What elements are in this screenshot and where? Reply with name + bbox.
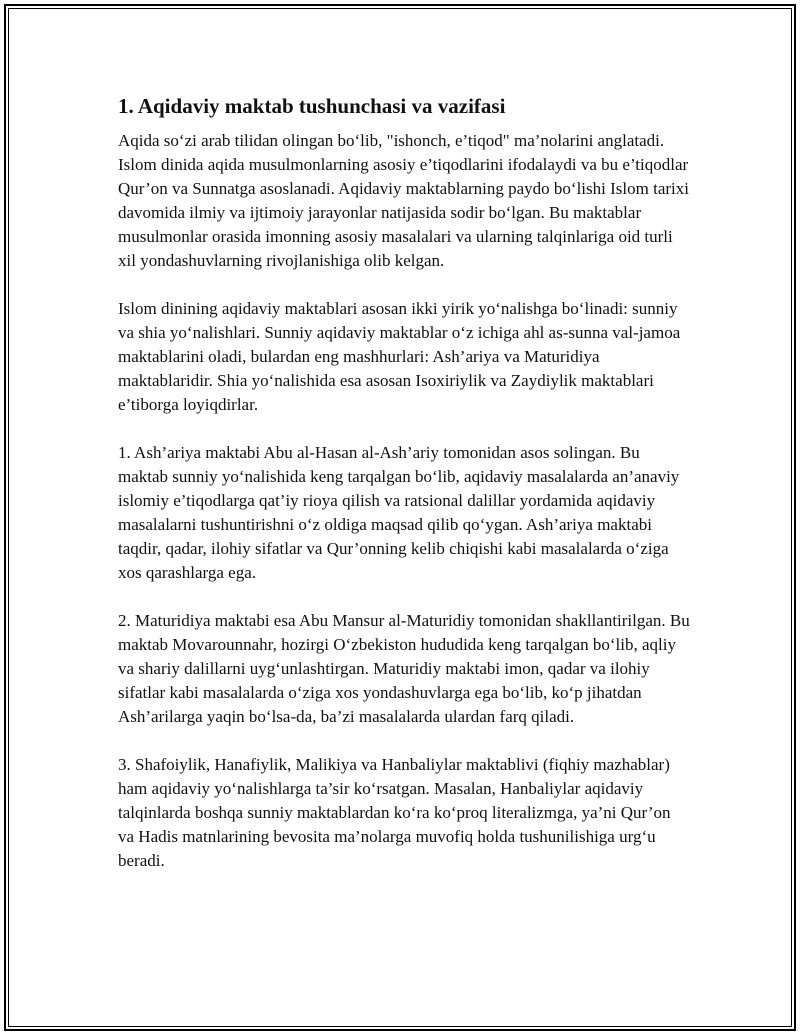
section-heading: 1. Aqidaviy maktab tushunchasi va vazifasi: [118, 94, 506, 118]
paragraph-madhhabs: 3. Shafoiylik, Hanafiylik, Malikiya va Hanbaliylar maktablivi (fiqhiy mazhablar) ham aqidaviy yo‘nalishlarga ta’sir ko‘rsatgan. Masalan, Hanbaliylar aqidaviy talqinlarda boshqa sunniy maktablardan ko‘ra ko‘proq literalizmga, ya’ni Qur’on va Hadis matnlarining bevosita ma’nolarga muvofiq holda tushunilishiga urg‘u beradi.: [118, 755, 671, 870]
document-body: [118, 92, 690, 897]
paragraph-intro: Aqida so‘zi arab tilidan olingan bo‘lib, "ishonch, e’tiqod" ma’nolarini anglatadi. Islom dinida aqida musulmonlarning asosiy e’tiqodlarini ifodalaydi va bu e’tiqodlar Qur’on va Sunnatga asoslanadi. Aqidaviy maktablarning paydo bo‘lishi Islom tarixi davomida ilmiy va ijtimoiy jarayonlar natijasida sodir bo‘lgan. Bu maktablar musulmonlar orasida imonning asosiy masalalari va ularning talqinlariga oid turli xil yondashuvlarning rivojlanishiga olib kelgan.: [118, 131, 689, 270]
paragraph-maturidiya: 2. Maturidiya maktabi esa Abu Mansur al-Maturidiy tomonidan shakllantirilgan. Bu maktab Movarounnahr, hozirgi O‘zbekiston hududida keng tarqalgan bo‘lib, aqliy va shariy dalillarni uyg‘unlashtirgan. Maturidiy maktabi imon, qadar va ilohiy sifatlar kabi masalalarda o‘ziga xos yondashuvlarga ega bo‘lib, ko‘p jihatdan Ash’arilarga yaqin bo‘lsa-da, ba’zi masalalarda ulardan farq qiladi.: [118, 611, 690, 726]
paragraph-asharia: 1. Ash’ariya maktabi Abu al-Hasan al-Ash’ariy tomonidan asos solingan. Bu maktab sunniy yo‘nalishida keng tarqalgan bo‘lib, aqidaviy masalalarda an’anaviy islomiy e’tiqodlarga qat’iy rioya qilish va ratsional dalillar yordamida aqidaviy masalalarni tushuntirishni o‘z oldiga maqsad qilib qo‘ygan. Ash’ariya maktabi taqdir, qadar, ilohiy sifatlar va Qur’onning kelib chiqishi kabi masalalarda o‘ziga xos qarashlarga ega.: [118, 443, 680, 582]
paragraph-schools: Islom dinining aqidaviy maktablari asosan ikki yirik yo‘nalishga bo‘linadi: sunniy va shia yo‘nalishlari. Sunniy aqidaviy maktablar o‘z ichiga ahl as-sunna val-jamoa maktablarini oladi, bulardan eng mashhurlari: Ash’ariya va Maturidiya maktablaridir. Shia yo‘nalishida esa asosan Isoxiriylik va Zaydiylik maktablari e’tiborga loyiqdirlar.: [118, 299, 681, 414]
